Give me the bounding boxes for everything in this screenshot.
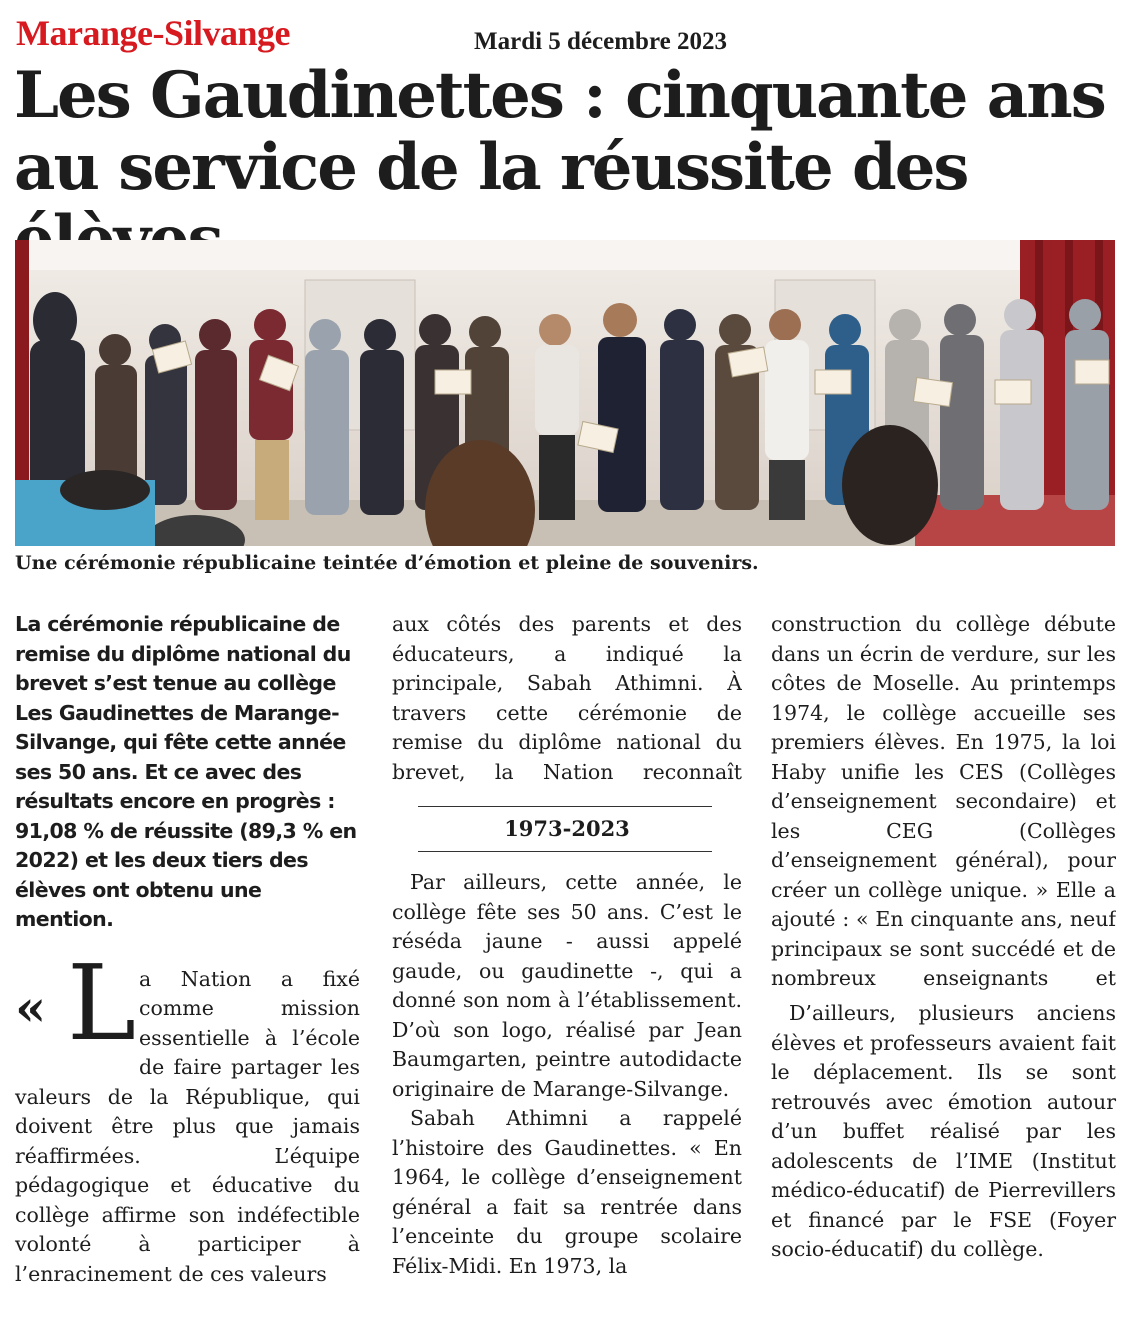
intertitle-bottom-rule: [418, 851, 712, 852]
paragraph-3-start-box: [392, 1104, 742, 1309]
drop-cap: [15, 941, 137, 1064]
paragraph-1-continuation: [392, 610, 742, 786]
drop-cap-letter: L: [67, 941, 137, 1064]
article-paragraph-3-end: construction du collège débute dans un écrin de verdure, sur les côtes de Moselle. Au printemps 1974, le collège accueille ses premiers élèves. En 1975, la loi Haby unifie les CES (Collèges d’enseignement secondaire) et les CEG (Collèges d’enseignement général), pour créer un collège unique. » Elle a ajouté : « En cinquante ans, neuf principaux se sont succédé et de nombreux enseignants et: [771, 612, 1116, 990]
article-headline: Les Gaudinettes : cinquante ans au service de la réussite des: [14, 58, 1105, 205]
article-paragraph-1-end: aux côtés des parents et des éducateurs, a indiqué la principale, Sabah Athimni. À travers cette cérémonie de remise du diplôme national du brevet, la Nation reconnaît: [392, 612, 742, 784]
article-column-2: [392, 610, 742, 1309]
opening-quote-mark: «: [15, 977, 47, 1037]
intertitle: 1973-2023: [504, 816, 630, 841]
article-column-3: [771, 610, 1116, 1265]
article-photo: [15, 240, 1115, 546]
photo-caption: Une cérémonie républicaine teintée d’émotion et pleine de souvenirs.: [15, 552, 759, 574]
article-paragraph-2: Par ailleurs, cette année, le collège fête ses 50 ans. C’est le réséda jaune - aussi appelé gaude, ou gaudinette -, qui a donné son nom à l’établissement. D’où son logo, réalisé par Jean Baumgarten, peintre autodidacte originaire de Marange-Silvange.: [392, 870, 742, 1101]
article-lead: La cérémonie républicaine de remise du diplôme national du brevet s’est tenue au collège Les Gaudinettes de Marange-Silvange, qui fête cette année ses 50 ans. Et ce avec des résultats encore en progrès : 91,08 % de réussite (89,3 % en 2022) et les deux tiers des élèves ont obtenu une mention.: [15, 612, 357, 931]
article-paragraph-3-start: Sabah Athimni a rappelé l’histoire des Gaudinettes. « En 1964, le collège d’enseignement général a fait sa rentrée dans l’enceinte du groupe scolaire Félix-Midi. En 1973, la: [392, 1106, 742, 1278]
paragraph-3-continuation: [771, 610, 1116, 995]
section-rubric: Marange-Silvange: [16, 13, 290, 53]
article-paragraph-1: a Nation a fixé comme mission essentielle à l’école de faire partager les valeurs de la République, qui doivent être plus que jamais réaffirmées. L’équipe pédagogique et éducative du collège affirme son indéfectible volonté à participer à l’enracinement de ces valeurs: [15, 966, 360, 1286]
article-paragraph-4: D’ailleurs, plusieurs anciens élèves et professeurs avaient fait le déplacement. Ils se sont retrouvés avec émotion autour d’un buffet réalisé par les adolescents de l’IME (Institut médico-éducatif) de Pierrevillers et financé par le FSE (Foyer socio-éducatif) du collège.: [771, 1001, 1116, 1261]
publication-date: Mardi 5 décembre 2023: [474, 28, 727, 55]
article-column-1: [15, 610, 360, 1289]
article-body-start: [15, 941, 360, 1290]
ceremony-photo-illustration: [15, 240, 1115, 546]
